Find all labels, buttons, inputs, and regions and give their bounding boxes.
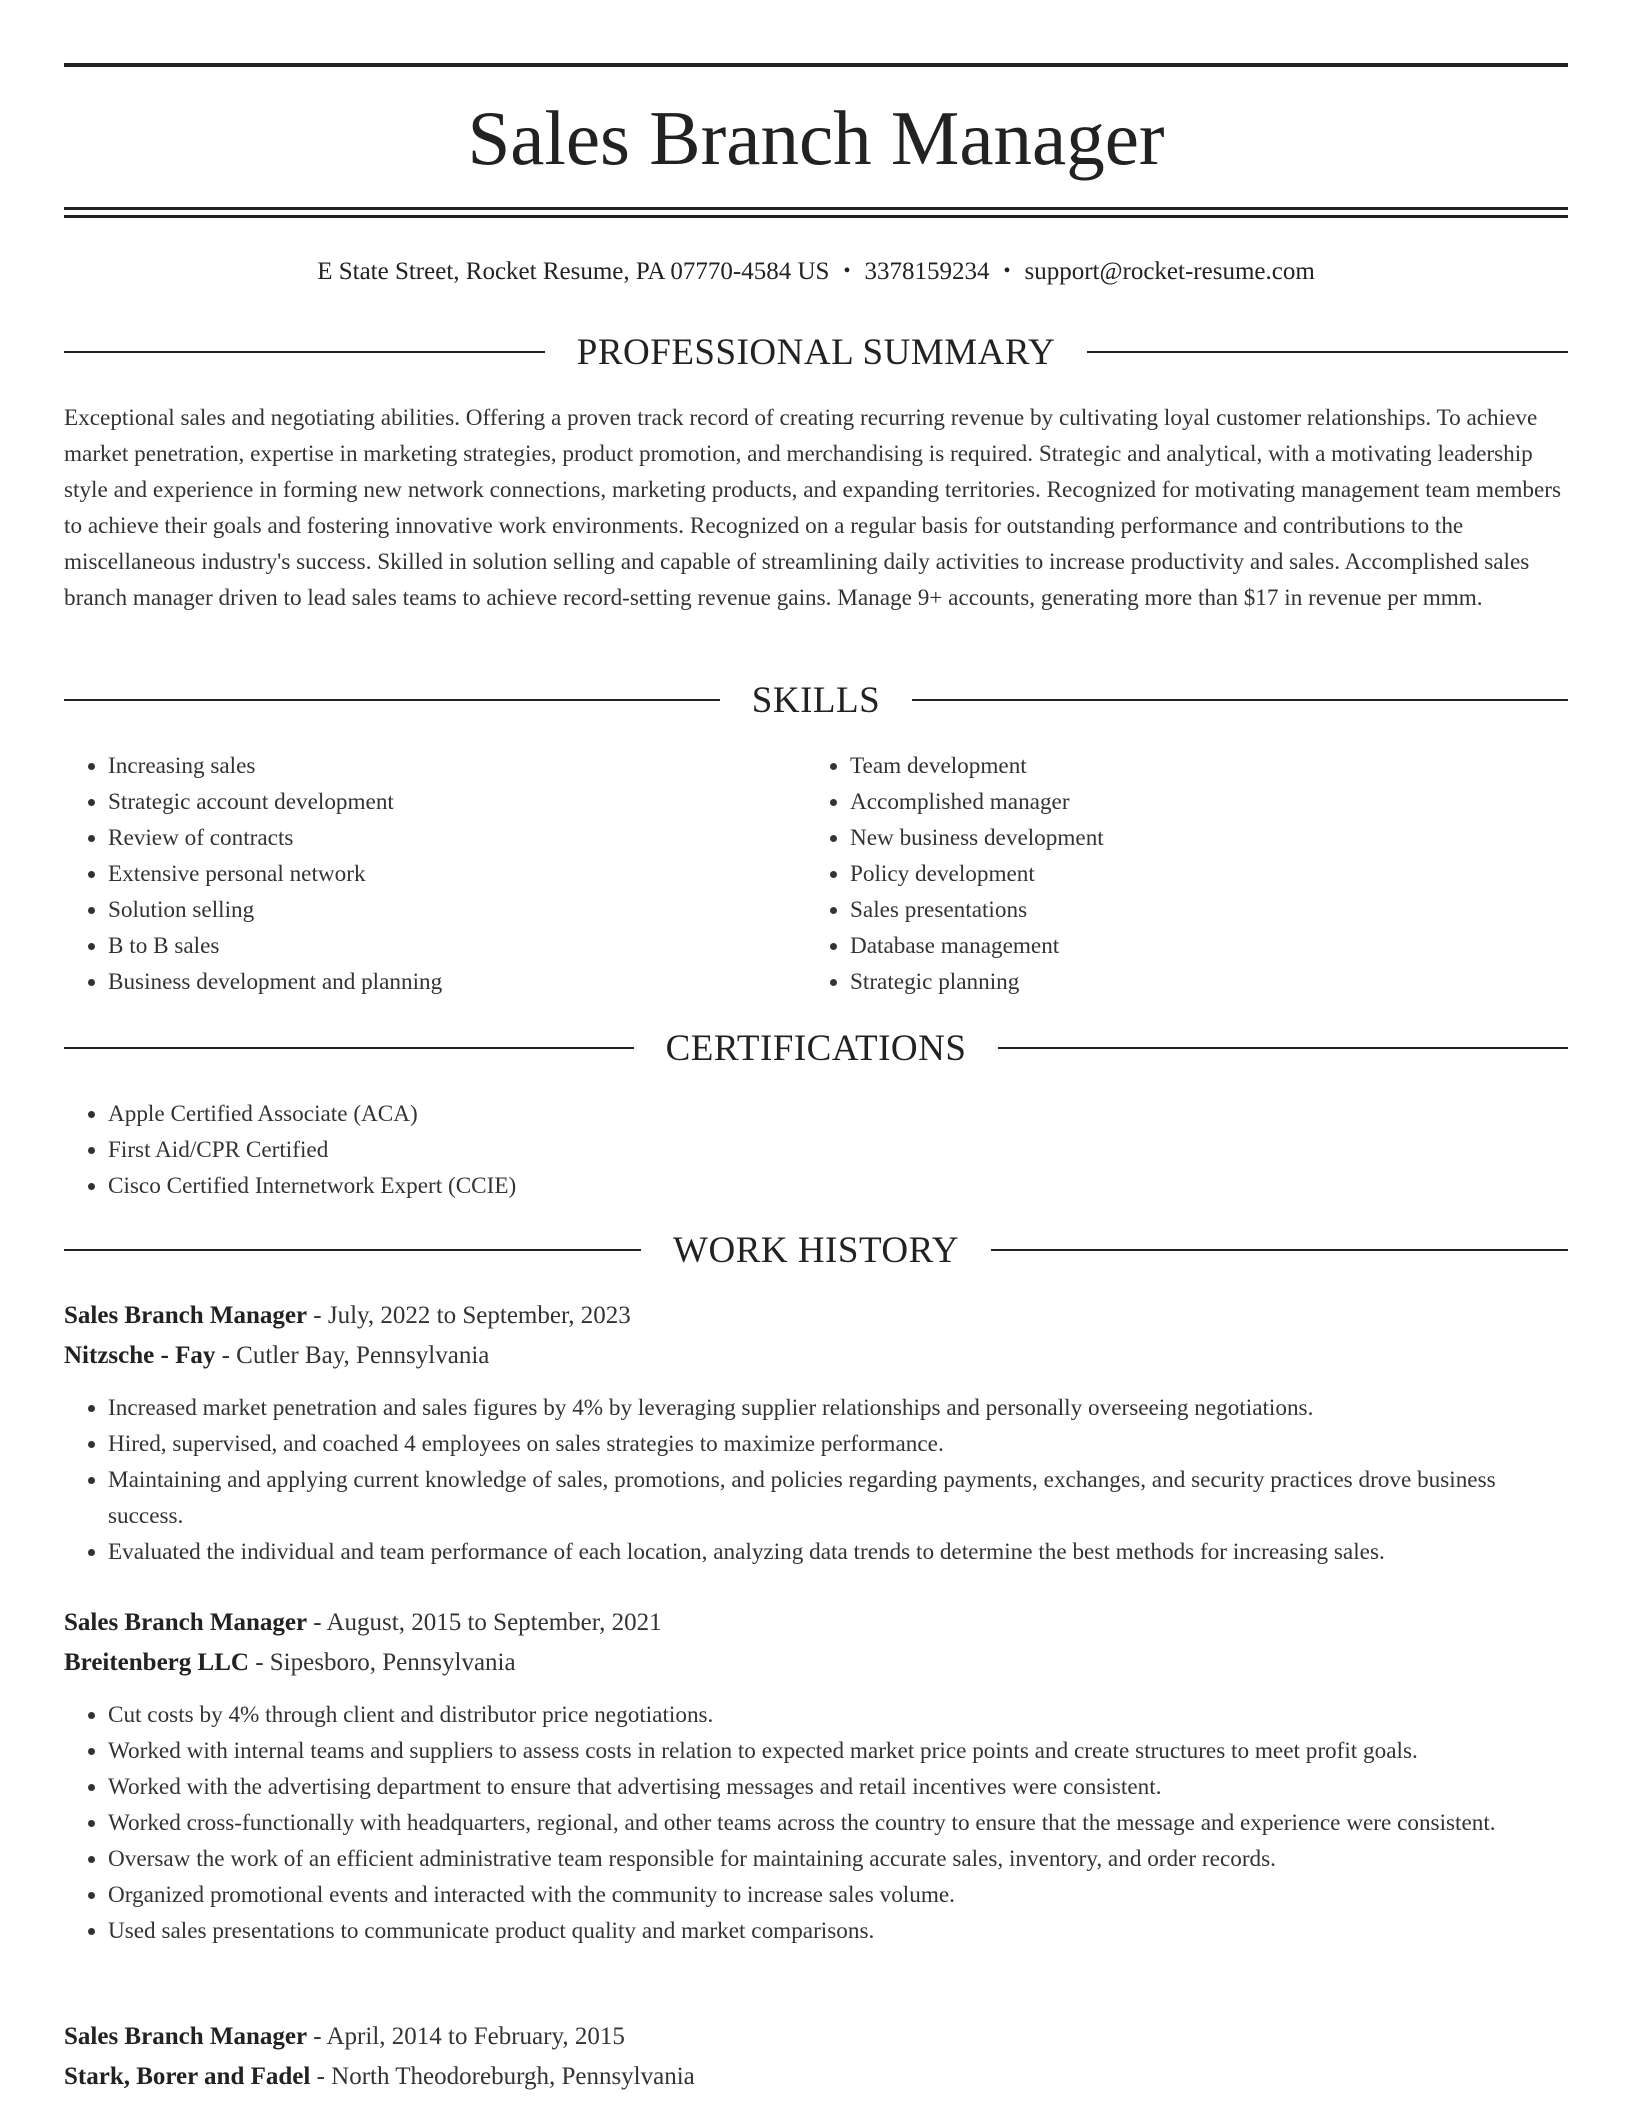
job-company-line xyxy=(64,2057,1568,2097)
job-company: Breitenberg LLC xyxy=(64,1649,249,1676)
job-location: - North Theodoreburgh, Pennsylvania xyxy=(310,2063,695,2090)
skill-item: • Strategic account development xyxy=(108,784,764,820)
job-location: - Cutler Bay, Pennsylvania xyxy=(215,1342,490,1369)
skills-column-left xyxy=(64,748,764,1000)
skill-item: • Extensive personal network xyxy=(108,856,764,892)
skill-item: • B to B sales xyxy=(108,928,764,964)
job-entry xyxy=(64,1603,1568,1949)
job-bullet: • Worked with internal teams and suppliers to assess costs in relation to expected market price points and create structures to meet profit goals. xyxy=(108,1733,1568,1769)
contact-phone: 3378159234 xyxy=(864,258,990,285)
certification-item: • Cisco Certified Internetwork Expert (CCIE) xyxy=(108,1168,1568,1204)
summary-heading-label: PROFESSIONAL SUMMARY xyxy=(576,331,1056,373)
job-title: Sales Branch Manager xyxy=(64,2023,308,2050)
skill-item: • Policy development xyxy=(850,856,1506,892)
skill-item: • Review of contracts xyxy=(108,820,764,856)
job-title-line xyxy=(64,1296,1568,1336)
heading-rule-right xyxy=(1087,351,1568,353)
contact-separator: • xyxy=(843,260,851,282)
summary-heading xyxy=(64,327,1568,377)
job-company: Stark, Borer and Fadel xyxy=(64,2063,311,2090)
job-title-line xyxy=(64,2017,1568,2057)
job-bullet: • Organized promotional events and interacted with the community to increase sales volume. xyxy=(108,1877,1568,1913)
skill-item: • Increasing sales xyxy=(108,748,764,784)
job-bullet: • Maintaining and applying current knowledge of sales, promotions, and policies regarding payments, exchanges, and security practices drove business success. xyxy=(108,1462,1568,1534)
job-entry xyxy=(64,2017,1568,2097)
job-entry xyxy=(64,1296,1568,1570)
job-title-line xyxy=(64,1603,1568,1643)
top-rule xyxy=(64,63,1568,67)
summary-text: Exceptional sales and negotiating abilities. Offering a proven track record of creating recurring revenue by cultivating loyal customer relationships. To achieve market penetration, expertise in marketing strategies, product promotion, and merchandising is required. Strategic and analytical, with a motivating leadership style and experience in forming new network connections, marketing products, and expanding territories. Recognized for motivating management team members to achieve their goals and fostering innovative work environments. Recognized on a regular basis for outstanding performance and contributions to the miscellaneous industry's success. Skilled in solution selling and capable of streamlining daily activities to increase productivity and sales. Accomplished sales branch manager driven to lead sales teams to achieve record-setting revenue gains. Manage 9+ accounts, generating more than $17 in revenue per mmm. xyxy=(64,405,1562,611)
job-bullet: • Hired, supervised, and coached 4 employees on sales strategies to maximize performance. xyxy=(108,1426,1568,1462)
work-history-heading xyxy=(64,1225,1568,1275)
job-dates: - August, 2015 to September, 2021 xyxy=(307,1609,662,1636)
heading-rule-right xyxy=(991,1249,1568,1251)
contact-email: support@rocket-resume.com xyxy=(1024,258,1315,285)
job-title: Sales Branch Manager xyxy=(64,1609,308,1636)
title-double-rule xyxy=(64,207,1568,218)
skills-column-right xyxy=(806,748,1506,1000)
job-bullet: • Worked cross-functionally with headquarters, regional, and other teams across the country to ensure that the message and experience were consistent. xyxy=(108,1805,1568,1841)
certifications-heading xyxy=(64,1023,1568,1073)
skills-list-left xyxy=(64,748,764,1000)
contact-separator: • xyxy=(1003,260,1011,282)
skill-item: • Team development xyxy=(850,748,1506,784)
skill-item: • Strategic planning xyxy=(850,964,1506,1000)
skills-heading-label: SKILLS xyxy=(751,679,881,721)
heading-rule-left xyxy=(64,1249,641,1251)
job-bullet: • Used sales presentations to communicate product quality and market comparisons. xyxy=(108,1913,1568,1949)
job-dates: - April, 2014 to February, 2015 xyxy=(307,2023,625,2050)
job-bullets xyxy=(64,1697,1568,1949)
contact-address: E State Street, Rocket Resume, PA 07770-4584 US xyxy=(317,258,830,285)
job-company: Nitzsche - Fay xyxy=(64,1342,216,1369)
heading-rule-left xyxy=(64,351,545,353)
job-company-line xyxy=(64,1336,1568,1376)
job-company-line xyxy=(64,1643,1568,1683)
heading-rule-left xyxy=(64,699,720,701)
certifications-list xyxy=(64,1096,1568,1204)
job-bullet: • Evaluated the individual and team performance of each location, analyzing data trends to determine the best methods for increasing sales. xyxy=(108,1534,1568,1570)
certification-item: • Apple Certified Associate (ACA) xyxy=(108,1096,1568,1132)
skills-list-right xyxy=(806,748,1506,1000)
job-location: - Sipesboro, Pennsylvania xyxy=(248,1649,516,1676)
heading-rule-right xyxy=(912,699,1568,701)
job-bullet: • Oversaw the work of an efficient administrative team responsible for maintaining accurate sales, inventory, and order records. xyxy=(108,1841,1568,1877)
job-bullet: • Cut costs by 4% through client and distributor price negotiations. xyxy=(108,1697,1568,1733)
skill-item: • Database management xyxy=(850,928,1506,964)
page-title: Sales Branch Manager xyxy=(467,95,1165,181)
certifications-heading-label: CERTIFICATIONS xyxy=(665,1027,967,1069)
skills-heading xyxy=(64,675,1568,725)
work-history-heading-label: WORK HISTORY xyxy=(673,1229,959,1271)
contact-line xyxy=(64,254,1568,289)
job-title: Sales Branch Manager xyxy=(64,1302,308,1329)
skill-item: • Sales presentations xyxy=(850,892,1506,928)
job-dates: - July, 2022 to September, 2023 xyxy=(307,1302,631,1329)
job-bullet: • Worked with the advertising department to ensure that advertising messages and retail incentives were consistent. xyxy=(108,1769,1568,1805)
certification-item: • First Aid/CPR Certified xyxy=(108,1132,1568,1168)
skill-item: • New business development xyxy=(850,820,1506,856)
job-bullet: • Increased market penetration and sales figures by 4% by leveraging supplier relationships and personally overseeing negotiations. xyxy=(108,1390,1568,1426)
heading-rule-right xyxy=(998,1047,1568,1049)
heading-rule-left xyxy=(64,1047,634,1049)
skill-item: • Business development and planning xyxy=(108,964,764,1000)
skill-item: • Accomplished manager xyxy=(850,784,1506,820)
skill-item: • Solution selling xyxy=(108,892,764,928)
job-bullets xyxy=(64,1390,1568,1570)
certifications-block xyxy=(64,1096,1568,1204)
